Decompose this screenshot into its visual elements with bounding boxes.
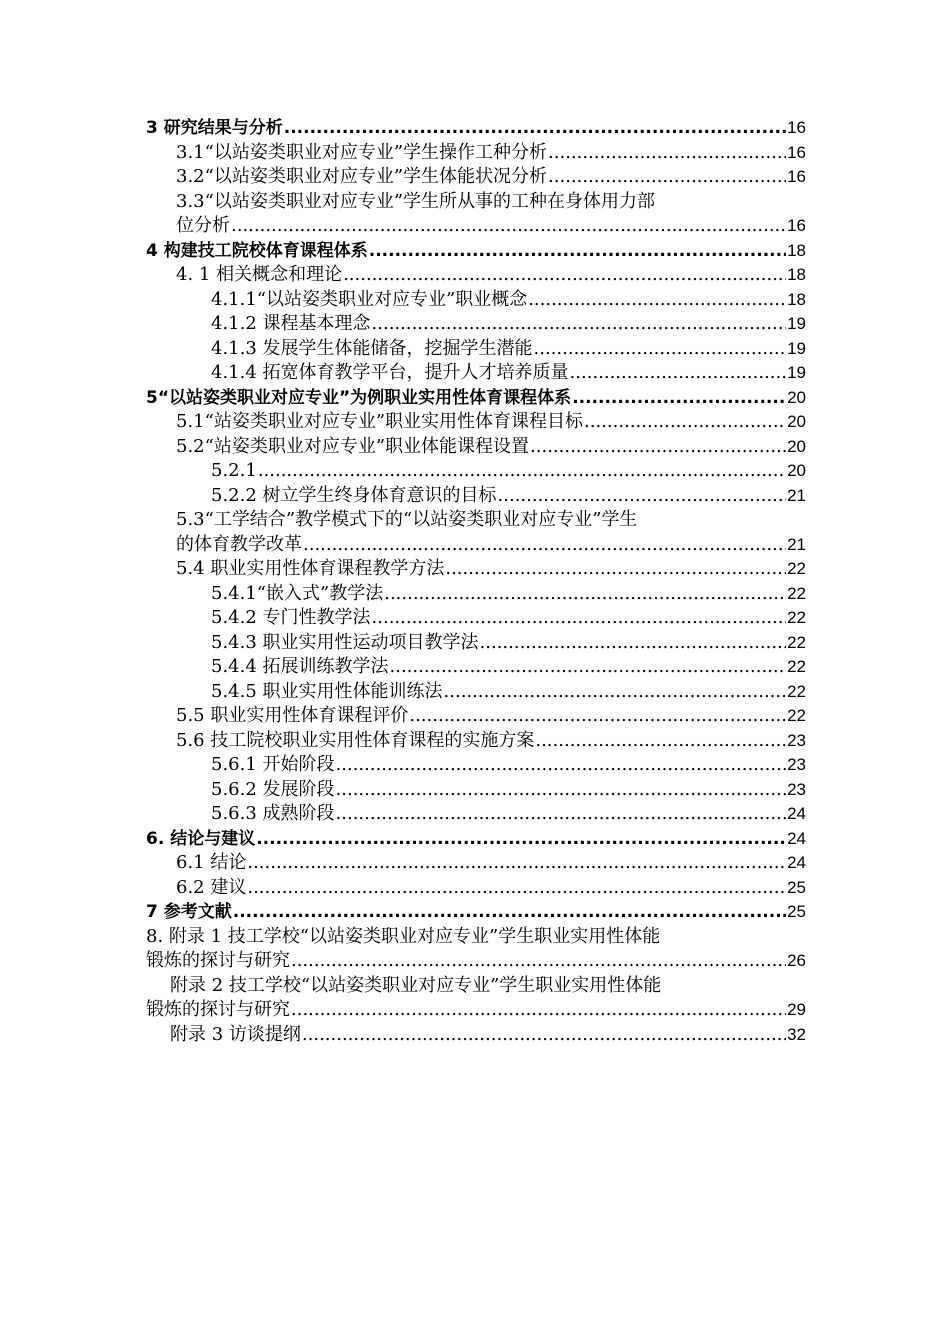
- toc-entry[interactable]: [146, 925, 806, 974]
- toc-dot-leader: [535, 729, 786, 754]
- toc-entry[interactable]: [146, 1023, 806, 1048]
- toc-dot-leader: [528, 288, 786, 313]
- toc-entry[interactable]: [146, 851, 806, 876]
- toc-entry-title: 5.5 职业实用性体育课程评价: [176, 705, 409, 726]
- toc-entry-line: [146, 680, 806, 705]
- toc-page-number: 20: [787, 412, 806, 431]
- toc-entry-line: [146, 557, 806, 582]
- toc-page-number: 22: [787, 583, 806, 603]
- toc-page-number: 23: [787, 730, 806, 750]
- toc-page-number: 29: [787, 1000, 806, 1019]
- toc-entry-title: 5.4.1“嵌入式”教学法: [211, 582, 384, 604]
- toc-page-number: 19: [787, 314, 806, 333]
- toc-page-number: 24: [787, 853, 806, 872]
- toc-entry-title: 5.6.3 成熟阶段: [211, 803, 335, 824]
- toc-entry-continuation: [146, 533, 806, 558]
- toc-page-number: 21: [787, 485, 806, 505]
- toc-entry[interactable]: [146, 484, 806, 509]
- toc-entry-line: [146, 631, 806, 656]
- toc-entry-title: 4 构建技工院校体育课程体系: [146, 240, 368, 261]
- toc-entry-line: [146, 361, 806, 386]
- toc-entry-title: 4.1.2 课程基本理念: [211, 313, 371, 334]
- toc-dot-leader: [258, 459, 786, 484]
- toc-entry-title: 8. 附录 1 技工学校“以站姿类职业对应专业”学生职业实用性体能: [146, 925, 661, 947]
- toc-entry-line: [146, 900, 806, 925]
- toc-page-number: 18: [787, 289, 806, 309]
- toc-page-number: 22: [787, 681, 806, 701]
- toc-entry[interactable]: [146, 729, 806, 754]
- toc-entry[interactable]: [146, 680, 806, 705]
- toc-entry-title: 锻炼的探讨与研究: [146, 999, 290, 1020]
- toc-entry-line: [146, 386, 806, 411]
- toc-entry-title: 4. 1 相关概念和理论: [176, 264, 343, 285]
- toc-entry-line: [146, 288, 806, 313]
- toc-dot-leader: [291, 998, 786, 1023]
- toc-entry-title: 附录 2 技工学校“以站姿类职业对应专业”学生职业实用性体能: [170, 974, 662, 996]
- toc-entry[interactable]: [146, 410, 806, 435]
- toc-entry-title: 7 参考文献: [146, 902, 232, 922]
- toc-entry[interactable]: [146, 704, 806, 729]
- toc-entry-line: [146, 802, 806, 827]
- toc-entry-title: 3.1“以站姿类职业对应专业”学生操作工种分析: [176, 141, 548, 163]
- toc-page-number: 24: [787, 804, 806, 823]
- toc-entry-title: 5.2.1: [211, 460, 257, 481]
- toc-entry-title: 5.4.3 职业实用性运动项目教学法: [211, 631, 479, 653]
- toc-entry-line: [146, 729, 806, 754]
- toc-page-number: 16: [787, 118, 806, 137]
- toc-entry-line: [146, 141, 806, 166]
- toc-entry[interactable]: [146, 606, 806, 631]
- toc-entry-title: 5.4.2 专门性教学法: [211, 607, 371, 628]
- toc-entry-line: [146, 459, 806, 484]
- toc-page-number: 20: [787, 461, 806, 480]
- toc-entry-title: 3.3“以站姿类职业对应专业”学生所从事的工种在身体用力部: [176, 190, 656, 212]
- toc-page-number: 16: [787, 216, 806, 235]
- toc-dot-leader: [336, 753, 787, 778]
- toc-entry-line: [146, 263, 806, 288]
- toc-dot-leader: [445, 557, 786, 582]
- toc-entry-line: [146, 753, 806, 778]
- toc-page-number: 16: [787, 167, 806, 186]
- toc-entry-title: 5.2.2 树立学生终身体育意识的目标: [211, 484, 497, 506]
- toc-dot-leader: [231, 214, 786, 239]
- toc-entry-title: 4.1.1“以站姿类职业对应专业”职业概念: [211, 288, 528, 310]
- toc-page-number: 19: [787, 338, 806, 358]
- toc-entry-title: 5.3“工学结合”教学模式下的“以站姿类职业对应专业”学生: [176, 509, 638, 530]
- toc-page-number: 20: [787, 436, 806, 456]
- toc-dot-leader: [534, 337, 787, 362]
- toc-entry-title: 位分析: [176, 215, 230, 236]
- toc-entry-title: 3.2“以站姿类职业对应专业”学生体能状况分析: [176, 166, 548, 187]
- toc-entry-title: 锻炼的探讨与研究: [146, 950, 290, 971]
- toc-page-number: 22: [787, 608, 806, 627]
- toc-entry-title: 5.6 技工院校职业实用性体育课程的实施方案: [176, 729, 535, 751]
- toc-dot-leader: [570, 361, 787, 386]
- toc-entry-title: 5.1“站姿类职业对应专业”职业实用性体育课程目标: [176, 411, 584, 432]
- toc-entry[interactable]: [146, 288, 806, 313]
- toc-entry[interactable]: [146, 974, 806, 1023]
- toc-entry[interactable]: [146, 802, 806, 827]
- toc-entry-line: [146, 851, 806, 876]
- toc-entry[interactable]: [146, 386, 806, 411]
- toc-entry-title: 的体育教学改革: [176, 533, 302, 555]
- toc-dot-leader: [247, 851, 786, 876]
- toc-entry-title: 5.4 职业实用性体育课程教学方法: [176, 558, 445, 579]
- toc-page-number: 22: [787, 559, 806, 578]
- toc-entry-line: [146, 508, 806, 533]
- toc-entry[interactable]: [146, 655, 806, 680]
- toc-dot-leader: [548, 165, 786, 190]
- toc-entry-line: [146, 606, 806, 631]
- toc-entry[interactable]: [146, 263, 806, 288]
- toc-entry[interactable]: [146, 141, 806, 166]
- toc-dot-leader: [284, 116, 786, 141]
- toc-entry[interactable]: [146, 239, 806, 264]
- toc-entry-line: [146, 704, 806, 729]
- toc-entry[interactable]: [146, 876, 806, 901]
- toc-entry-line: [146, 190, 806, 215]
- toc-dot-leader: [409, 704, 786, 729]
- toc-entry[interactable]: [146, 557, 806, 582]
- toc-entry-continuation: [146, 949, 806, 974]
- toc-page-number: 21: [787, 534, 806, 554]
- toc-page-number: 24: [787, 828, 806, 848]
- toc-dot-leader: [372, 606, 787, 631]
- toc-entry-title: 5.6.1 开始阶段: [211, 754, 335, 775]
- toc-entry-line: [146, 484, 806, 509]
- toc-entry-title: 5“以站姿类职业对应专业”为例职业实用性体育课程体系: [146, 387, 572, 408]
- toc-entry[interactable]: [146, 827, 806, 852]
- toc-dot-leader: [233, 900, 786, 925]
- toc-dot-leader: [384, 582, 786, 607]
- toc-entry[interactable]: [146, 190, 806, 239]
- toc-dot-leader: [336, 778, 787, 803]
- toc-entry-line: [146, 435, 806, 460]
- toc-dot-leader: [572, 386, 786, 411]
- toc-entry[interactable]: [146, 312, 806, 337]
- toc-entry-title: 6. 结论与建议: [146, 828, 256, 849]
- toc-dot-leader: [303, 533, 786, 558]
- toc-entry-line: [146, 312, 806, 337]
- table-of-contents: [146, 116, 806, 1047]
- toc-dot-leader: [498, 484, 787, 509]
- toc-entry-title: 4.1.4 拓宽体育教学平台，提升人才培养质量: [211, 362, 569, 383]
- toc-page-number: 32: [787, 1024, 806, 1044]
- toc-entry-line: [146, 1023, 806, 1048]
- toc-entry-line: [146, 974, 806, 999]
- toc-entry[interactable]: [146, 631, 806, 656]
- toc-dot-leader: [548, 141, 786, 166]
- toc-entry[interactable]: [146, 116, 806, 141]
- toc-entry-line: [146, 876, 806, 901]
- toc-entry[interactable]: [146, 753, 806, 778]
- toc-entry-title: 6.1 结论: [176, 852, 247, 873]
- toc-dot-leader: [291, 949, 786, 974]
- toc-entry-line: [146, 925, 806, 950]
- toc-entry[interactable]: [146, 778, 806, 803]
- toc-page-number: 22: [787, 632, 806, 652]
- toc-page-number: 20: [787, 387, 806, 407]
- toc-dot-leader: [369, 239, 786, 264]
- toc-dot-leader: [256, 827, 786, 852]
- toc-entry-title: 5.4.4 拓展训练教学法: [211, 656, 389, 677]
- toc-entry-title: 4.1.3 发展学生体能储备，挖掘学生潜能: [211, 337, 533, 359]
- toc-dot-leader: [584, 410, 786, 435]
- toc-entry[interactable]: [146, 508, 806, 557]
- toc-entry-line: [146, 116, 806, 141]
- toc-page-number: 16: [787, 142, 806, 162]
- toc-entry[interactable]: [146, 435, 806, 460]
- toc-dot-leader: [247, 876, 786, 901]
- toc-dot-leader: [390, 655, 787, 680]
- toc-page-number: 19: [787, 363, 806, 382]
- toc-dot-leader: [343, 263, 786, 288]
- toc-entry-continuation: [146, 998, 806, 1023]
- toc-entry-line: [146, 827, 806, 852]
- toc-page-number: 22: [787, 657, 806, 676]
- toc-page-number: 18: [787, 240, 806, 260]
- toc-entry-title: 6.2 建议: [176, 876, 247, 898]
- toc-dot-leader: [530, 435, 786, 460]
- toc-entry-continuation: [146, 214, 806, 239]
- toc-entry-title: 附录 3 访谈提纲: [170, 1023, 301, 1045]
- toc-entry-title: 3 研究结果与分析: [146, 118, 283, 138]
- toc-dot-leader: [302, 1023, 786, 1048]
- toc-page-number: 23: [787, 755, 806, 774]
- toc-entry-line: [146, 582, 806, 607]
- toc-page-number: 25: [787, 877, 806, 897]
- toc-entry[interactable]: [146, 582, 806, 607]
- toc-page-number: 26: [787, 951, 806, 970]
- toc-page-number: 23: [787, 779, 806, 799]
- toc-entry[interactable]: [146, 165, 806, 190]
- toc-entry-title: 5.2“站姿类职业对应专业”职业体能课程设置: [176, 435, 530, 457]
- toc-entry[interactable]: [146, 900, 806, 925]
- toc-entry[interactable]: [146, 361, 806, 386]
- toc-entry[interactable]: [146, 459, 806, 484]
- toc-page-number: 22: [787, 706, 806, 725]
- toc-entry-title: 5.6.2 发展阶段: [211, 778, 335, 800]
- toc-dot-leader: [444, 680, 787, 705]
- toc-entry-line: [146, 778, 806, 803]
- toc-page-number: 25: [787, 902, 806, 921]
- toc-entry[interactable]: [146, 337, 806, 362]
- toc-dot-leader: [336, 802, 787, 827]
- toc-entry-line: [146, 655, 806, 680]
- toc-dot-leader: [372, 312, 787, 337]
- toc-entry-line: [146, 165, 806, 190]
- toc-entry-title: 5.4.5 职业实用性体能训练法: [211, 680, 443, 702]
- toc-dot-leader: [480, 631, 787, 656]
- toc-page-number: 18: [787, 265, 806, 284]
- toc-entry-line: [146, 410, 806, 435]
- toc-entry-line: [146, 239, 806, 264]
- toc-entry-line: [146, 337, 806, 362]
